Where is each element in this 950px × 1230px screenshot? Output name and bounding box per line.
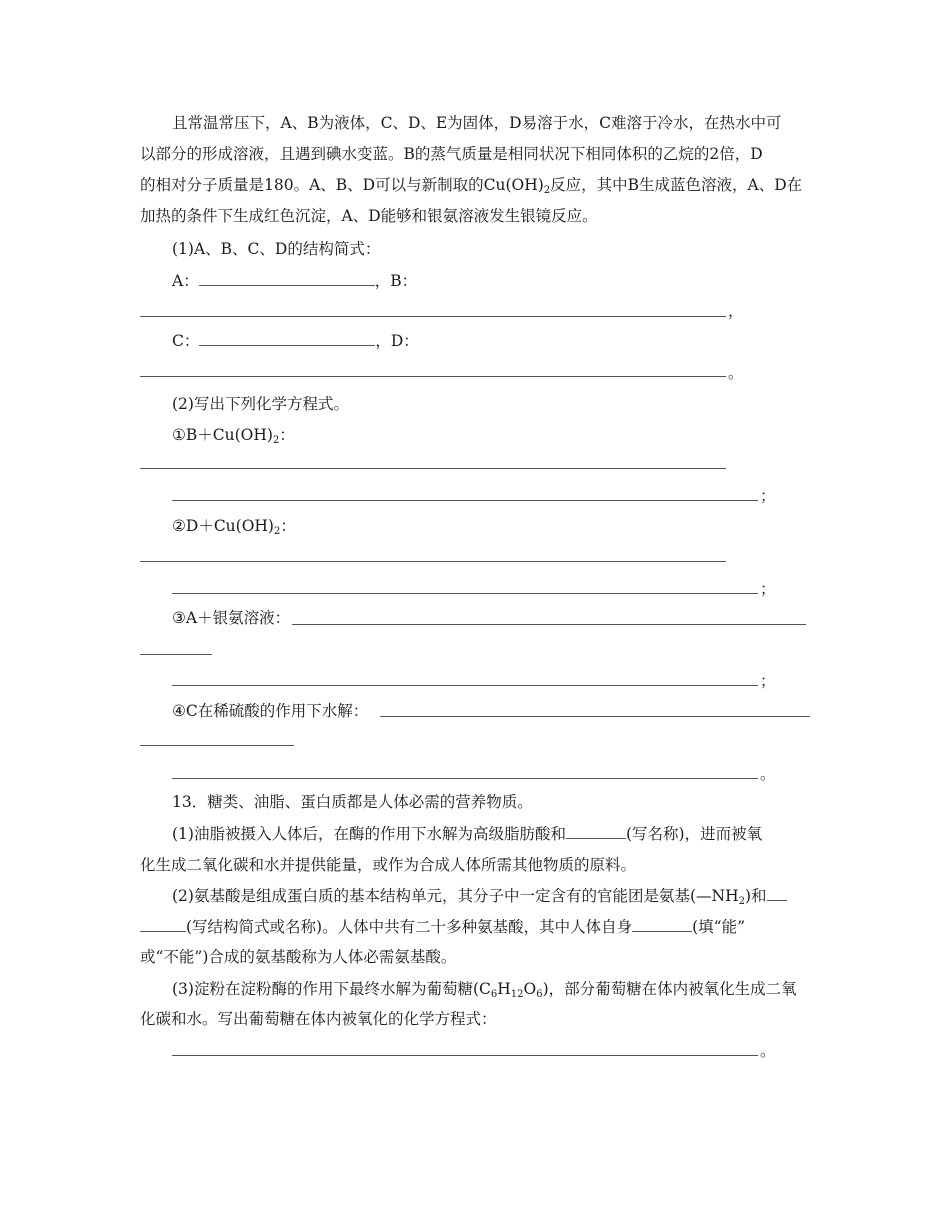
q2-item-2: $②D+Cu(OH)_2$： <box>172 517 296 537</box>
period-d: 。 <box>728 364 744 382</box>
answer-blank-p2a-start[interactable] <box>767 886 787 901</box>
semicolon-2: ； <box>760 580 776 598</box>
answer-blank-p2b[interactable] <box>632 917 692 932</box>
q1-row-cd <box>172 330 419 352</box>
answer-line-4b[interactable] <box>140 745 294 746</box>
answer-blank-a[interactable] <box>199 271 375 286</box>
period-p3: 。 <box>760 1042 776 1060</box>
q13-part2-line2: (写结构简式或名称)。人体中共有二十多种氨基酸，其中人体自身 (填“能” <box>140 916 745 938</box>
q1-row-ab <box>172 270 417 292</box>
q13-part1-line2: 化生成二氧化碳和水并提供能量，或作为合成人体所需其他物质的原料。 <box>140 856 637 874</box>
answer-line-3c[interactable] <box>172 685 758 686</box>
answer-line-4a[interactable] <box>380 716 810 717</box>
answer-line-2b[interactable] <box>172 593 758 594</box>
answer-blank-d[interactable] <box>140 376 726 377</box>
intro-line-3: 的相对分子质量是180。A、B、D可以与新制取的$Cu(OH)_2$反应，其中B生成蓝色溶液，A、D在 <box>140 176 803 196</box>
q13-title: 13．糖类、油脂、蛋白质都是人体必需的营养物质。 <box>172 793 533 811</box>
label-c: C： <box>172 332 200 350</box>
answer-line-2a[interactable] <box>140 561 726 562</box>
semicolon-1: ； <box>760 487 776 505</box>
semicolon-3: ； <box>760 672 776 690</box>
answer-line-3a[interactable] <box>292 624 806 625</box>
answer-line-1a[interactable] <box>140 468 726 469</box>
q1-title: (1)A、B、C、D的结构简式： <box>172 240 381 258</box>
q2-item-3: ③A＋银氨溶液： <box>172 609 291 627</box>
comma-b: ， <box>728 302 744 320</box>
answer-line-p3[interactable] <box>172 1055 758 1056</box>
q13-part3-line1: (3)淀粉在淀粉酶的作用下最终水解为葡萄糖$(C_6H_{12}O_6)$，部分葡萄糖在体内被氧化生成二氧 <box>172 980 797 1000</box>
intro-line-1: 且常温常压下，A、B为液体，C、D、E为固体，D易溶于水，C难溶于冷水，在热水中可 <box>172 114 782 132</box>
label-a: A： <box>172 272 199 290</box>
label-d: ，D： <box>375 332 419 350</box>
q13-part2-line1: (2)氨基酸是组成蛋白质的基本结构单元，其分子中一定含有的官能团是氨基$(—NH_2)$和 <box>172 885 787 913</box>
answer-blank-p1[interactable] <box>566 824 626 839</box>
intro-line-4: 加热的条件下生成红色沉淀，A、D能够和银氨溶液发生银镜反应。 <box>140 207 598 225</box>
answer-line-3b[interactable] <box>140 654 212 655</box>
answer-blank-p2a-end[interactable] <box>140 917 186 932</box>
label-b: ，B： <box>374 272 418 290</box>
q2-title: (2)写出下列化学方程式。 <box>172 395 349 413</box>
answer-blank-b[interactable] <box>140 316 726 317</box>
q2-item-1: $①B+Cu(OH)_2$： <box>172 426 295 446</box>
q13-part2-line3: 或“不能”)合成的氨基酸称为人体必需氨基酸。 <box>140 948 457 966</box>
q13-part1-line1: (1)油脂被摄入人体后，在酶的作用下水解为高级脂肪酸和 (写名称)，进而被氧 <box>172 825 763 843</box>
answer-line-1b[interactable] <box>172 500 758 501</box>
answer-line-4c[interactable] <box>172 778 758 779</box>
intro-line-2: 以部分的形成溶液，且遇到碘水变蓝。B的蒸气质量是相同状况下相同体积的乙烷的2倍，D <box>140 145 763 163</box>
q13-part3-line2: 化碳和水。写出葡萄糖在体内被氧化的化学方程式： <box>140 1010 497 1028</box>
q2-item-4: ④C在稀硫酸的作用下水解： <box>172 702 369 720</box>
period-4: 。 <box>760 765 776 783</box>
answer-blank-c[interactable] <box>199 331 375 346</box>
